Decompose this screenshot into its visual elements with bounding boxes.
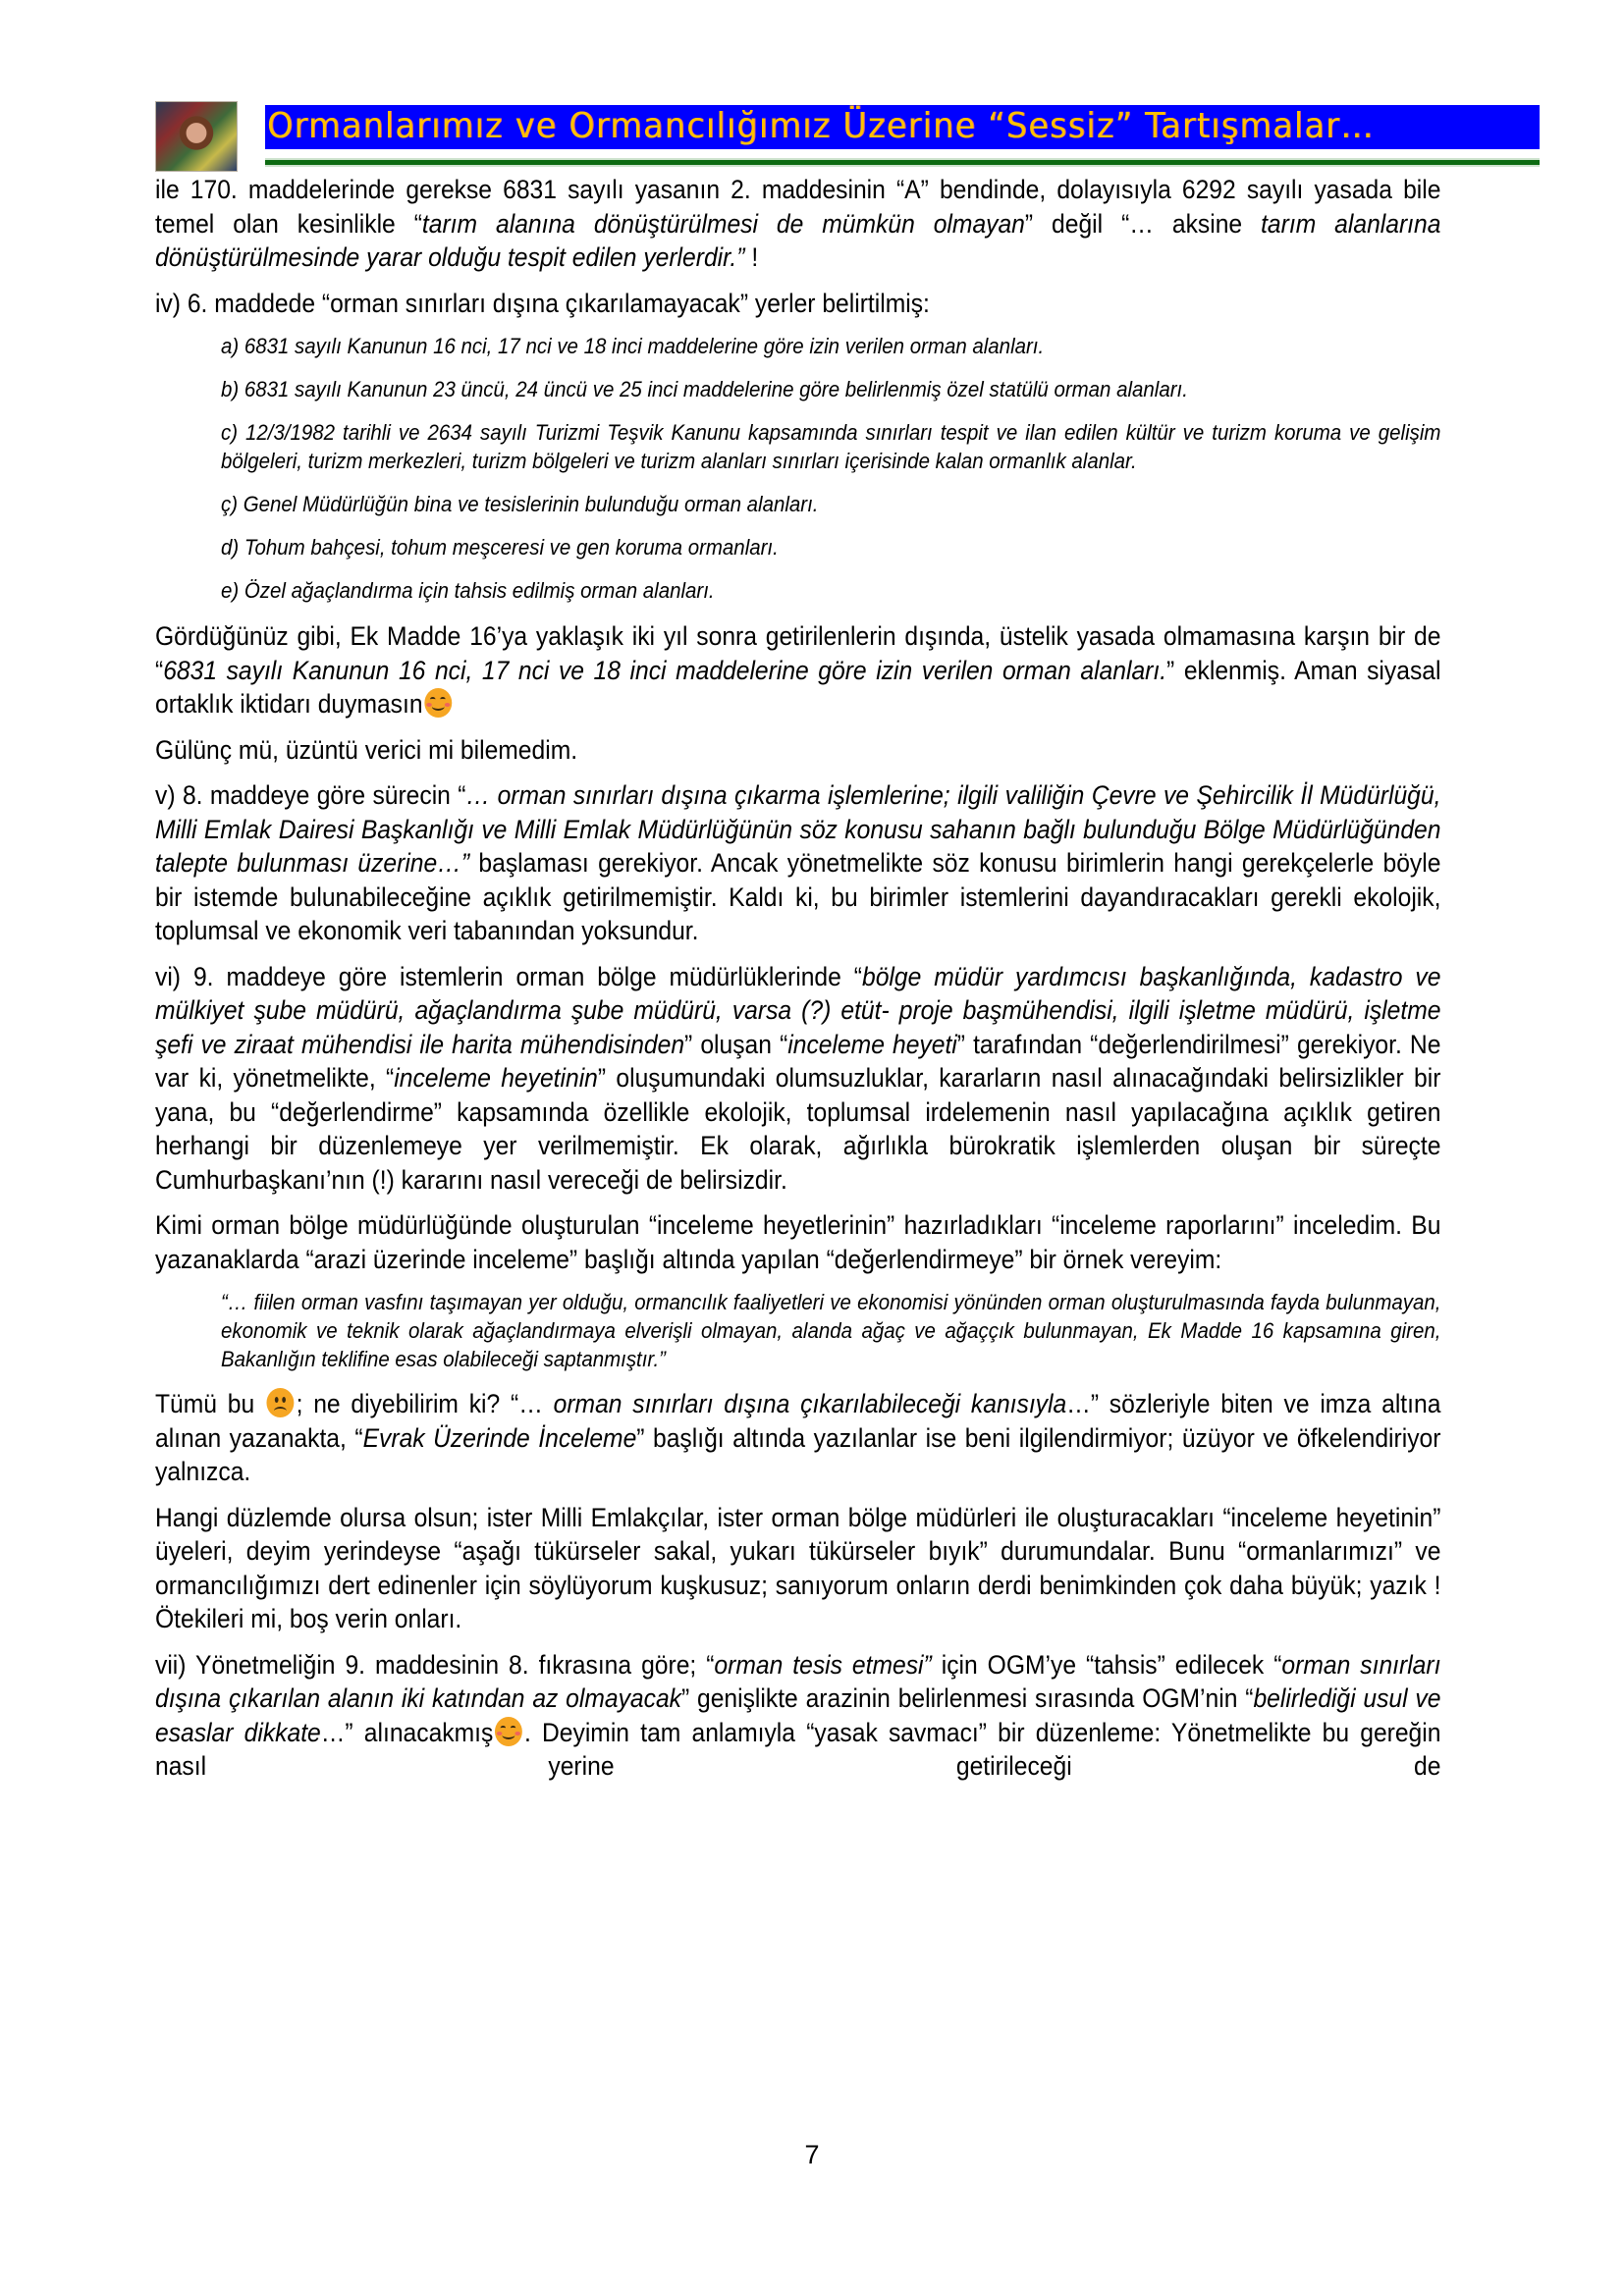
text-run: ” oluşan “ [684, 1029, 788, 1059]
text-run-italic: inceleme heyeti [787, 1029, 957, 1059]
document-body [155, 173, 1440, 1795]
header-divider [265, 160, 1540, 165]
text-run: ” değil “… aksine [1024, 208, 1262, 239]
paragraph-v [155, 778, 1440, 948]
text-run-italic: orman sınırları dışına çıkarılabileceği kanısıyla [553, 1389, 1067, 1418]
text-run: ” tarafından “değerlendirilmesi” gerekiyor. Ne var ki, yönetmelikte, “ [155, 1029, 1441, 1093]
text-run-italic: inceleme heyetinin [394, 1063, 598, 1093]
text-run-italic: tarım alanına dönüştürülmesi de mümkün olmayan [421, 208, 1025, 239]
text-run: Tümü bu [155, 1389, 265, 1418]
frowning-face-icon [267, 1388, 295, 1417]
text-run-italic: belirlediği usul ve esaslar dikkate [155, 1683, 1441, 1747]
text-run: ile 170. maddelerinde gerekse 6831 sayılı yasanın 2. maddesinin “A” bendinde, dolayısıyla 6292 sayılı yasada bile temel olan kesinlikle “ [155, 175, 1441, 239]
text-run-italic: tarım alanlarına dönüştürülmesinde yarar olduğu tespit edilen yerlerdir.” [155, 208, 1441, 272]
text-run: ” oluşumundaki olumsuzluklar, kararların nasıl alınacağındaki belirsizlikler bir yana, bu “değerlendirme” kapsamında özellikle ekolojik, toplumsal irdelemenin nasıl yapılacağına açıklık getiren herhangi bir düzenlemeye yer verilmemiştir. Ek olarak, ağırlıkla bürokratik işlemlerden oluşan bir süreçte Cumhurbaşkanı’nın (!) kararını nasıl vereceği de belirsizdir. [155, 1063, 1441, 1195]
page-number: 7 [804, 2140, 820, 2169]
text-run-italic: … orman sınırları dışına çıkarma işlemlerine; ilgili valiliğin Çevre ve Şehircilik İl Müdürlüğü, Milli Emlak Dairesi Başkanlığı ve Milli Emlak Müdürlüğünün söz konusu sahanın bağlı bulunduğu Bölge Müdürlüğünden talepte bulunması üzerine…” [155, 780, 1441, 878]
text-run-italic: Evrak Üzerinde İnceleme [362, 1422, 637, 1453]
text-run: . Deyimin tam anlamıyla “yasak savmacı” bir düzenleme: Yönetmelikte bu gereğin nasıl yerine getirileceği de [155, 1717, 1441, 1781]
text-run: …” sözleriyle biten ve imza altına alınan yazanakta, “ [155, 1389, 1441, 1453]
list-item: b) 6831 sayılı Kanunun 23 üncü, 24 üncü ve 25 inci maddelerine göre belirlenmiş özel statülü orman alanları. [220, 377, 1188, 401]
text-run: ” genişlikte arazinin belirlenmesi sırasında OGM’nin “ [680, 1683, 1254, 1713]
paragraph-gordugunuz [155, 619, 1440, 721]
paragraph-kimi: Kimi orman bölge müdürlüğünde oluşturulan “inceleme heyetlerinin” hazırladıkları “inceleme raporlarını” inceledim. Bu yazanaklarda “arazi üzerinde inceleme” başlığı altında yapılan “değerlendirmeye” bir örnek vereyim: [155, 1210, 1441, 1274]
list-item: c) 12/3/1982 tarihli ve 2634 sayılı Turizmi Teşvik Kanunu kapsamında sınırları tespit ve ilan edilen kültür ve turizm koruma ve gelişim bölgeleri, turizm merkezleri, turizm bölgeleri ve turizm alanları sınırları içerisinde kalan ormanlık alanlar. [220, 420, 1441, 473]
text-run-italic: bölge müdür yardımcısı başkanlığında, kadastro ve mülkiyet şube müdürü, ağaçlandırma şube müdürü, varsa (?) etüt- proje başmühendisi, ilgili işletme müdürü, işletme şefi ve ziraat mühendisi ile harita mühendisinden [155, 961, 1441, 1059]
list-item: e) Özel ağaçlandırma için tahsis edilmiş orman alanları. [220, 578, 715, 603]
header-banner [265, 105, 1540, 149]
text-run: …” alınacakmış [320, 1717, 494, 1747]
text-run: ” başlığı altında yazılanlar ise beni ilgilendirmiyor; üzüyor ve öfkelendiriyor yalnızca. [155, 1422, 1441, 1486]
text-run: başlaması gerekiyor. Ancak yönetmelikte söz konusu birimlerin hangi gerekçelerle böyle bir istemde bulunabileceğine açıklık getirilmemiştir. Kaldı ki, bu birimler istemlerini dayandıracakları gerekli ekolojik, toplumsal ve ekonomik veri tabanından yoksundur. [155, 848, 1441, 945]
text-run-italic: orman sınırları dışına çıkarılan alanın iki katından az olmayacak [155, 1649, 1441, 1713]
author-photo [155, 101, 238, 172]
text-run-italic: 6831 sayılı Kanunun 16 nci, 17 nci ve 18 inci maddelerine göre izin verilen orman alanları. [163, 655, 1167, 685]
paragraph-tumu [155, 1387, 1440, 1489]
list-item: d) Tohum bahçesi, tohum meşceresi ve gen koruma ormanları. [220, 535, 779, 560]
banner-title: Ormanlarımız ve Ormancılığımız Üzerine “Sessiz” Tartışmalar… [267, 106, 1375, 146]
text-run: ; ne diyebilirim ki? “… [296, 1389, 554, 1418]
paragraph-gulunc: Gülünç mü, üzüntü verici mi bilemedim. [155, 734, 578, 765]
paragraph-iv: iv) 6. maddede “orman sınırları dışına çıkarılamayacak” yerler belirtilmiş: [155, 288, 930, 318]
paragraph-vi [155, 960, 1440, 1198]
block-quote: “… fiilen orman vasfını taşımayan yer olduğu, ormancılık faaliyetleri ve ekonomisi yönünden orman oluşturulmasında fayda bulunmayan, ekonomik ve teknik olarak ağaçlandırmaya elverişli olmayan, alanda ağaç ve ağaççık bulunmayan, Ek Madde 16 kapsamına giren, Bakanlığın teklifine esas olabileceği saptanmıştır.” [220, 1290, 1441, 1371]
text-run-italic: orman tesis etmesi” [714, 1649, 932, 1680]
paragraph-continuation [155, 173, 1440, 275]
paragraph-vii [155, 1648, 1440, 1784]
text-run: ” eklenmiş. Aman siyasal ortaklık iktidarı duymasın [155, 655, 1441, 719]
text-run: ! [744, 242, 759, 272]
smiling-face-icon [495, 1717, 522, 1746]
text-run: vii) Yönetmeliğin 9. maddesinin 8. fıkrasına göre; “ [155, 1649, 715, 1680]
list-item: ç) Genel Müdürlüğün bina ve tesislerinin bulunduğu orman alanları. [220, 492, 819, 516]
text-run: için OGM’ye “tahsis” edilecek “ [931, 1649, 1282, 1680]
smiling-face-icon [424, 688, 452, 718]
text-run: Gördüğünüz gibi, Ek Madde 16’ya yaklaşık iki yıl sonra getirilenlerin dışında, üstelik yasada olmamasına karşın bir de “ [155, 621, 1441, 685]
text-run: vi) 9. maddeye göre istemlerin orman bölge müdürlüklerinde “ [155, 961, 863, 991]
list-item: a) 6831 sayılı Kanunun 16 nci, 17 nci ve 18 inci maddelerine göre izin verilen orman alanları. [220, 334, 1045, 358]
paragraph-hangi: Hangi düzlemde olursa olsun; ister Milli Emlakçılar, ister orman bölge müdürleri ile oluşturacakları “inceleme heyetinin” üyeleri, deyim yerindeyse “aşağı tükürseler sakal, yukarı tükürseler bıyık” durumundalar. Bunu “ormanlarımızı” ve ormancılığımızı dert edinenler için söylüyorum kuşkusuz; sanıyorum onların derdi benimkinden çok daha büyük; yazık ! Ötekileri mi, boş verin onları. [155, 1502, 1441, 1633]
text-run: v) 8. maddeye göre sürecin “ [155, 780, 466, 810]
